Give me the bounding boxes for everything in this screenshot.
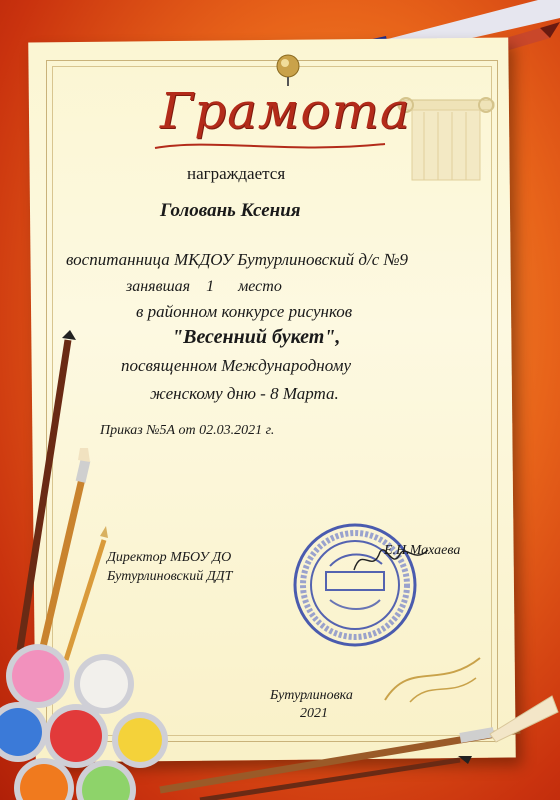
- column-decoration-icon: [398, 92, 498, 182]
- signature-name: Е.Н.Махаева: [384, 543, 461, 558]
- bottom-brushes-icon: [160, 690, 560, 800]
- contest-name: "Весенний букет",: [172, 326, 341, 348]
- contest-line: в районном конкурсе рисунков: [136, 302, 353, 321]
- year: 2021: [300, 706, 328, 721]
- dedication-line: посвященном Международному: [121, 356, 351, 375]
- awarded-label: награждается: [187, 164, 286, 183]
- paint-cans-icon: [0, 640, 180, 800]
- place-line: занявшая 1 место: [126, 278, 282, 295]
- order-reference: Приказ №5А от 02.03.2021 г.: [100, 423, 275, 438]
- director-title: Директор МБОУ ДО: [107, 550, 232, 565]
- title-flourish-icon: [150, 136, 390, 156]
- city: Бутурлиновка: [270, 688, 353, 703]
- certificate-title: Грамота: [160, 82, 411, 140]
- director-organization: Бутурлиновский ДДТ: [107, 569, 233, 584]
- recipient-name: Головань Ксения: [160, 200, 301, 221]
- recipient-description: воспитанница МКДОУ Бутурлиновский д/с №9: [66, 250, 409, 269]
- holiday-line: женскому дню - 8 Марта.: [150, 384, 339, 403]
- paint-brushes-icon: [0, 330, 140, 660]
